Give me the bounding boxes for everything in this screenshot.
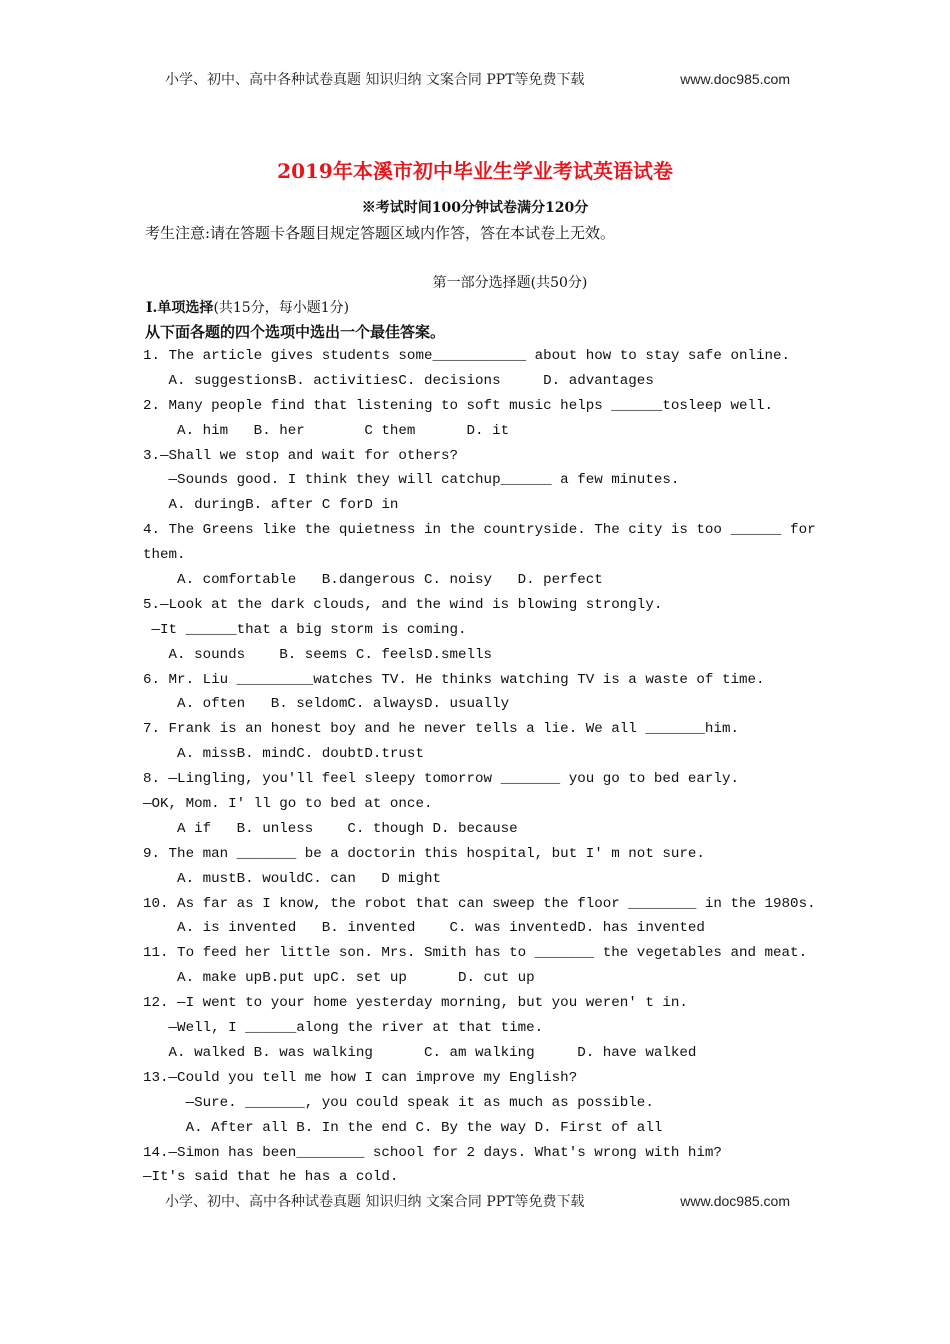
exam-subtitle: ※考试时间100分钟试卷满分120分: [361, 200, 589, 216]
footer-banner-text: 小学、初中、高中各种试卷真题 知识归纳 文案合同 PPT等免费下载: [165, 1194, 585, 1210]
header-banner-url[interactable]: www.doc985.com: [680, 71, 790, 87]
question-options: A. missB. mindC. doubtD.trust: [143, 746, 424, 763]
question-options: A. is invented B. invented C. was inventedD. has invented: [143, 920, 705, 937]
header-banner: [165, 69, 790, 89]
question-line: —OK, Mom. I' ll go to bed at once.: [143, 796, 433, 813]
header-banner-text: 小学、初中、高中各种试卷真题 知识归纳 文案合同 PPT等免费下载: [165, 72, 585, 88]
question-line: them.: [143, 547, 186, 564]
question-line: 4. The Greens like the quietness in the countryside. The city is too ______ for: [143, 522, 816, 539]
question-line: 14.—Simon has been________ school for 2 days. What's wrong with him?: [143, 1144, 722, 1161]
question-line: 7. Frank is an honest boy and he never tells a lie. We all _______him.: [143, 721, 739, 738]
question-line: —It ______that a big storm is coming.: [143, 621, 467, 638]
section-heading: [146, 297, 349, 317]
question-options: A. often B. seldomC. alwaysD. usually: [143, 696, 510, 713]
question-options: A. mustB. wouldC. can D might: [143, 870, 441, 887]
question-options: A if B. unless C. though D. because: [143, 820, 518, 837]
question-line: —Sounds good. I think they will catchup______ a few minutes.: [143, 472, 680, 489]
part-heading: 第一部分选择题(共50分): [432, 275, 588, 291]
footer-banner-url[interactable]: www.doc985.com: [680, 1193, 790, 1209]
footer-banner: [165, 1191, 790, 1211]
instruction: 从下面各题的四个选项中选出一个最佳答案。: [145, 323, 446, 341]
question-line: —It's said that he has a cold.: [143, 1169, 399, 1186]
question-line: 6. Mr. Liu _________watches TV. He thinks watching TV is a waste of time.: [143, 671, 765, 688]
exam-notice: 考生注意:请在答题卡各题目规定答题区域内作答，答在本试卷上无效。: [145, 224, 616, 242]
question-options: A. comfortable B.dangerous C. noisy D. perfect: [143, 572, 603, 589]
question-options: A. sounds B. seems C. feelsD.smells: [143, 646, 493, 663]
section-detail: (共15分，每小题1分): [213, 300, 350, 316]
question-line: 10. As far as I know, the robot that can sweep the floor ________ in the 1980s.: [143, 895, 816, 912]
question-line: 11. To feed her little son. Mrs. Smith has to _______ the vegetables and meat.: [143, 945, 808, 962]
question-list: [143, 344, 823, 1190]
question-options: A. suggestionsB. activitiesC. decisions D. advantages: [143, 372, 654, 389]
question-options: A. duringB. after C forD in: [143, 497, 399, 514]
question-options: A. After all B. In the end C. By the way D. First of all: [143, 1119, 663, 1136]
exam-title: 2019年本溪市初中毕业生学业考试英语试卷: [277, 159, 673, 183]
question-options: A. make upB.put upC. set up D. cut up: [143, 970, 535, 987]
question-line: 12. —I went to your home yesterday morning, but you weren' t in.: [143, 995, 688, 1012]
question-options: A. him B. her C them D. it: [143, 422, 510, 439]
question-line: 3.—Shall we stop and wait for others?: [143, 447, 459, 464]
question-line: 13.—Could you tell me how I can improve my English?: [143, 1069, 578, 1086]
question-options: A. walked B. was walking C. am walking D. have walked: [143, 1044, 697, 1061]
question-line: —Well, I ______along the river at that time.: [143, 1020, 544, 1037]
question-line: 9. The man _______ be a doctorin this hospital, but I' m not sure.: [143, 845, 705, 862]
question-line: 8. —Lingling, you'll feel sleepy tomorrow _______ you go to bed early.: [143, 771, 739, 788]
question-line: 2. Many people find that listening to soft music helps ______tosleep well.: [143, 397, 774, 414]
question-line: 1. The article gives students some___________ about how to stay safe online.: [143, 348, 791, 364]
question-line: —Sure. _______, you could speak it as much as possible.: [143, 1094, 654, 1111]
question-line: 5.—Look at the dark clouds, and the wind is blowing strongly.: [143, 596, 663, 613]
section-label: Ⅰ.单项选择: [146, 300, 214, 316]
